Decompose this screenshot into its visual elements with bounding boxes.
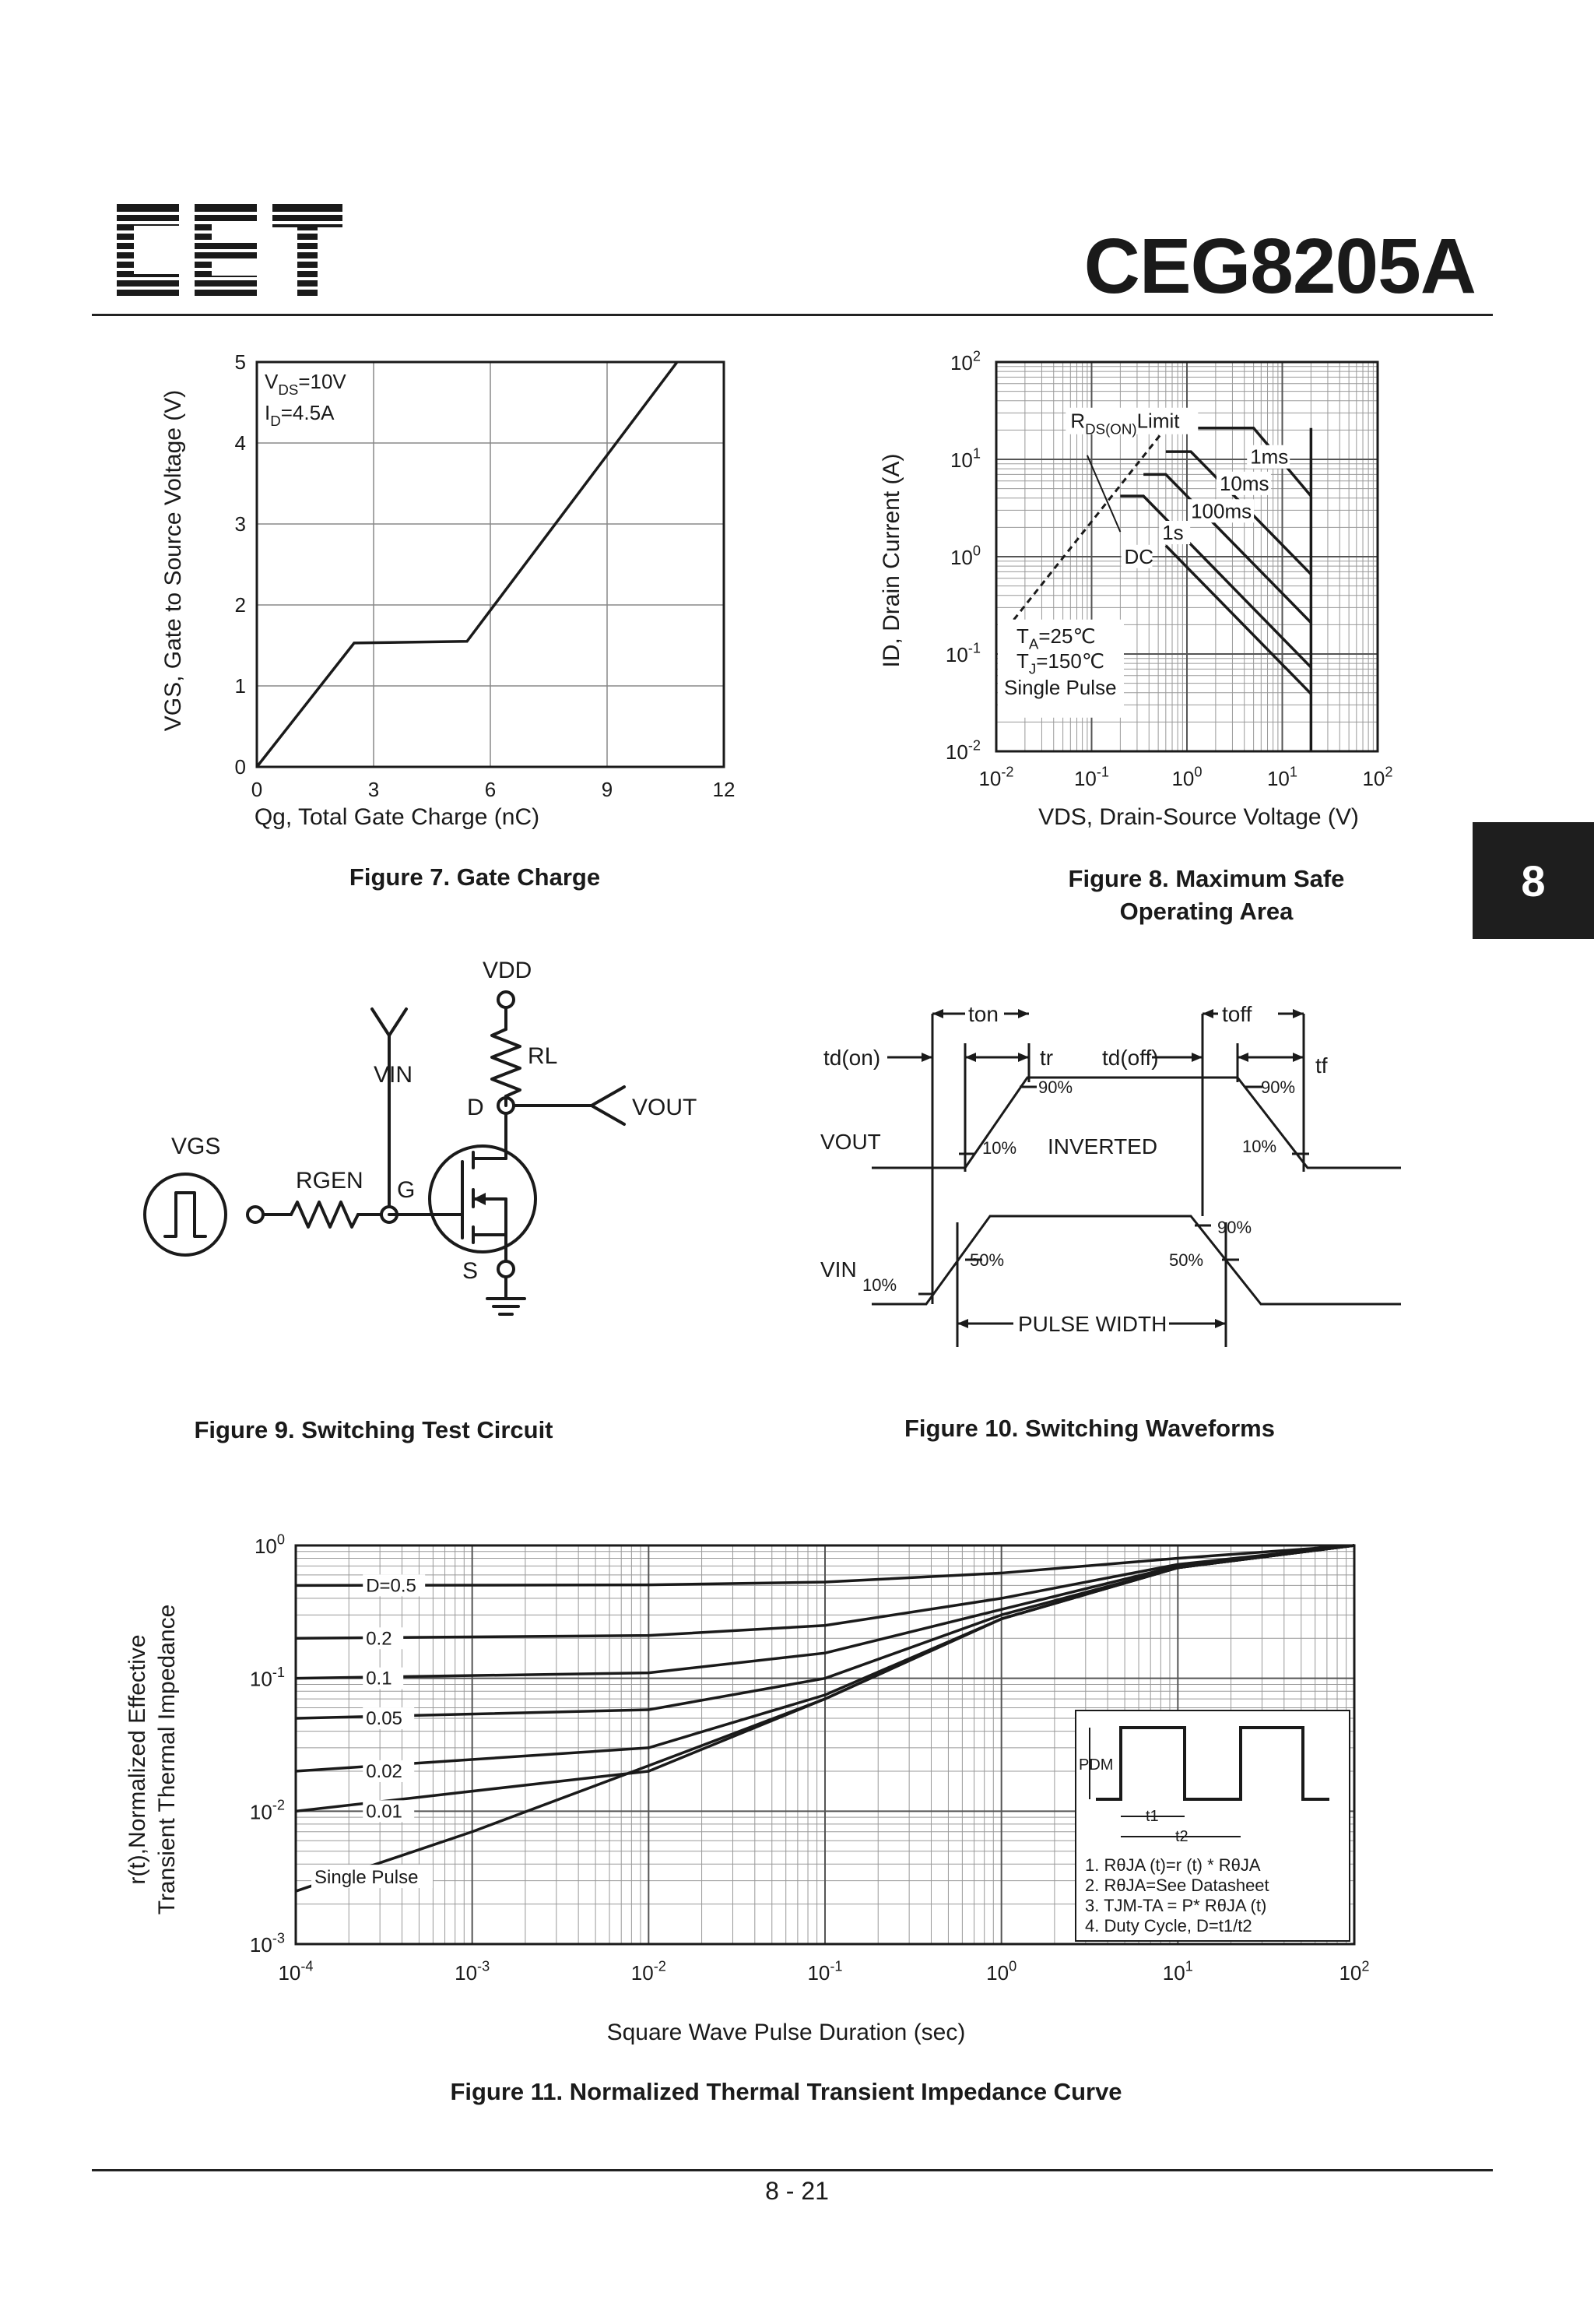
fig11-inset-t1: t1 xyxy=(1146,1808,1159,1825)
fig8-label-dc: DC xyxy=(1124,544,1154,568)
td-on-label: td(on) xyxy=(823,1046,881,1070)
vin-10: 10% xyxy=(862,1275,897,1295)
fig11-note: 2. RθJA=See Datasheet xyxy=(1085,1876,1269,1895)
fig8-label-10ms: 10ms xyxy=(1219,471,1269,495)
inverted-label: INVERTED xyxy=(1048,1134,1158,1158)
vout-90-left: 90% xyxy=(1038,1078,1073,1097)
fig8-xtick-label: $10^0$ xyxy=(1171,764,1203,790)
rl-label: RL xyxy=(528,1043,558,1069)
fig11-ylabel-line2: Transient Thermal Impedance xyxy=(154,1604,180,1915)
fig7-ytick-label: 5 xyxy=(234,350,246,374)
fig7-xtick-label: 12 xyxy=(712,778,736,801)
vout-label: VOUT xyxy=(632,1095,697,1120)
fig7-xtick-label: 0 xyxy=(251,778,263,801)
fig8-xtick-label: $10^{-1}$ xyxy=(1073,764,1110,790)
ton-label: ton xyxy=(968,1002,999,1026)
fig8-caption xyxy=(973,863,1440,928)
section-tab: 8 xyxy=(1473,822,1594,939)
fig11-xtick-label: $10^2$ xyxy=(1339,1958,1370,1985)
fig9-switching-test-circuit xyxy=(125,950,763,1339)
gate-label: G xyxy=(397,1177,416,1203)
cet-logo xyxy=(117,204,342,296)
fig7-gate-charge-chart xyxy=(140,343,736,841)
fig11-xtick-label: $10^0$ xyxy=(986,1958,1017,1985)
fig8-xtick-label: $10^1$ xyxy=(1266,764,1298,790)
fig9-caption: Figure 9. Switching Test Circuit xyxy=(194,1416,553,1443)
vin-50-left: 50% xyxy=(970,1250,1005,1270)
fig11-ytick-label: $10^0$ xyxy=(254,1531,285,1558)
fig11-note: 3. TJM-TA = P* RθJA (t) xyxy=(1085,1896,1267,1915)
fig8-annotation-ta: $T_A=25℃$ xyxy=(1016,624,1096,652)
fig8-xtick-label: $10^{-2}$ xyxy=(978,764,1014,790)
fig11-series-label: 0.2 xyxy=(366,1628,392,1650)
toff-label: toff xyxy=(1222,1002,1252,1026)
fig7-xtick-label: 3 xyxy=(367,778,380,801)
header-rule xyxy=(92,314,1493,316)
fig7-xtick-label: 6 xyxy=(484,778,497,801)
fig11-series-label: Single Pulse xyxy=(314,1867,419,1889)
vin-wave-label: VIN xyxy=(820,1257,857,1282)
rgen-label: RGEN xyxy=(296,1168,363,1194)
fig11-inset-t2: t2 xyxy=(1175,1828,1188,1845)
fig7-xtick-label: 9 xyxy=(601,778,613,801)
vgs-label: VGS xyxy=(171,1134,221,1159)
vout-wave-label: VOUT xyxy=(820,1130,881,1154)
fig7-ytick-label: 2 xyxy=(234,593,246,617)
fig11-series-label: 0.01 xyxy=(366,1801,402,1823)
fig8-ytick-label: $10^0$ xyxy=(950,543,981,569)
fig11-note: 1. RθJA (t)=r (t) * RθJA xyxy=(1085,1855,1261,1875)
vout-10-right: 10% xyxy=(1242,1137,1277,1156)
fig11-series-label: 0.02 xyxy=(366,1760,402,1782)
td-off-label: td(off) xyxy=(1102,1046,1159,1070)
fig11-series-label: 0.05 xyxy=(366,1708,402,1730)
drain-label: D xyxy=(467,1095,484,1120)
fig8-ytick-label: $10^{-2}$ xyxy=(945,737,981,764)
fig7-xlabel: Qg, Total Gate Charge (nC) xyxy=(254,804,540,830)
fig7-ytick-label: 1 xyxy=(234,674,246,698)
vin-90-right: 90% xyxy=(1217,1218,1252,1237)
source-label: S xyxy=(462,1258,479,1284)
fig8-label-1ms: 1ms xyxy=(1250,445,1289,469)
vin-50-right: 50% xyxy=(1169,1250,1204,1270)
fig8-xtick-label: $10^2$ xyxy=(1362,764,1393,790)
fig11-thermal-impedance-chart xyxy=(109,1526,1385,2055)
fig8-xlabel: VDS, Drain-Source Voltage (V) xyxy=(1038,804,1359,830)
fig8-label-100ms: 100ms xyxy=(1191,499,1252,523)
fig8-rds-limit-label: $R_{DS(ON)}Limit$ xyxy=(1070,409,1180,438)
fig8-annotation-tj: $T_J=150℃$ xyxy=(1016,649,1105,677)
fig11-xlabel: Square Wave Pulse Duration (sec) xyxy=(606,2020,966,2045)
fig7-annotation-vds: $V_{DS}=10V$ xyxy=(265,370,346,398)
footer-rule xyxy=(92,2169,1493,2171)
fig8-ytick-label: $10^{-1}$ xyxy=(945,640,981,666)
vout-10-left: 10% xyxy=(982,1138,1017,1158)
pulse-width-label: PULSE WIDTH xyxy=(1018,1312,1167,1336)
fig8-caption-line2: Operating Area xyxy=(1119,898,1294,925)
fig11-note: 4. Duty Cycle, D=t1/t2 xyxy=(1085,1916,1252,1935)
fig11-caption: Figure 11. Normalized Thermal Transient Impedance Curve xyxy=(450,2078,1122,2105)
fig11-xtick-label: $10^1$ xyxy=(1162,1958,1193,1985)
fig11-xtick-label: $10^{-1}$ xyxy=(807,1958,843,1985)
fig8-caption-line1: Figure 8. Maximum Safe xyxy=(1068,865,1345,892)
tr-label: tr xyxy=(1040,1046,1054,1070)
fig8-label-1s: 1s xyxy=(1162,520,1184,544)
fig7-ylabel: VGS, Gate to Source Voltage (V) xyxy=(160,389,186,732)
fig11-ytick-label: $10^{-1}$ xyxy=(249,1664,285,1691)
fig7-caption: Figure 7. Gate Charge xyxy=(349,863,601,891)
fig7-annotation-id: $I_D=4.5A$ xyxy=(265,401,335,429)
fig8-annotation-single-pulse: Single Pulse xyxy=(1004,675,1117,699)
fig7-ytick-label: 0 xyxy=(234,755,246,779)
fig11-inset-pdm: PDM xyxy=(1079,1756,1114,1774)
vin-label: VIN xyxy=(374,1062,413,1088)
page-number: 8 - 21 xyxy=(765,2177,829,2205)
fig8-ytick-label: $10^2$ xyxy=(950,348,981,374)
fig7-ytick-label: 4 xyxy=(234,431,246,455)
fig11-series-label: D=0.5 xyxy=(366,1575,416,1597)
part-number: CEG8205A xyxy=(1083,223,1476,310)
tf-label: tf xyxy=(1315,1053,1328,1078)
fig11-xtick-label: $10^{-3}$ xyxy=(455,1958,490,1985)
fig8-safe-operating-area-chart xyxy=(872,343,1463,841)
fig8-ylabel: ID, Drain Current (A) xyxy=(879,453,904,668)
vdd-label: VDD xyxy=(483,958,532,983)
fig11-ytick-label: $10^{-2}$ xyxy=(249,1797,285,1824)
fig10-caption: Figure 10. Switching Waveforms xyxy=(904,1415,1275,1442)
fig11-xtick-label: $10^{-4}$ xyxy=(278,1958,314,1985)
fig7-ytick-label: 3 xyxy=(234,512,246,536)
fig11-ytick-label: $10^{-3}$ xyxy=(249,1930,285,1957)
vout-90-right: 90% xyxy=(1261,1078,1296,1097)
fig11-ylabel-line1: r(t),Normalized Effective xyxy=(125,1634,150,1885)
fig10-switching-waveforms xyxy=(809,989,1448,1362)
fig11-series-label: 0.1 xyxy=(366,1668,392,1689)
fig8-ytick-label: $10^1$ xyxy=(950,445,981,472)
fig11-xtick-label: $10^{-2}$ xyxy=(630,1958,666,1985)
